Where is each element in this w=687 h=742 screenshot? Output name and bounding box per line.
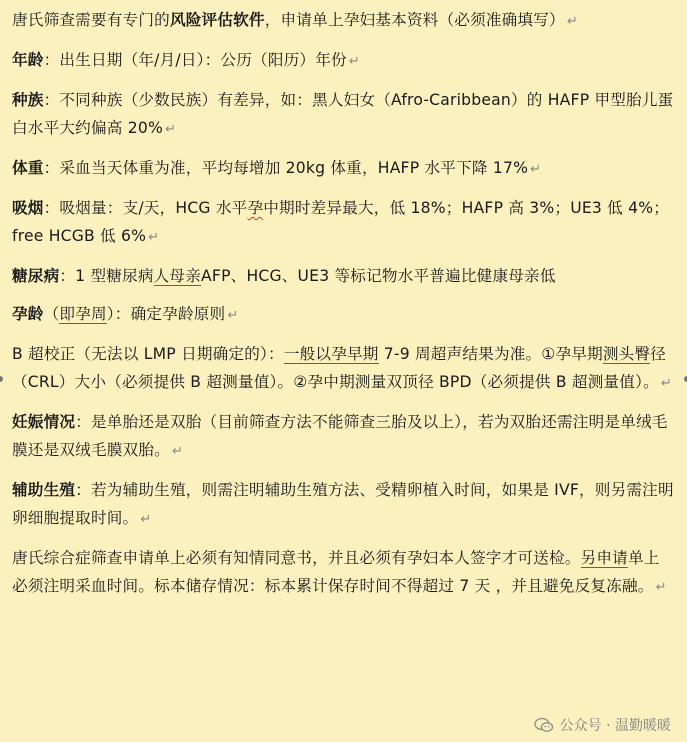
paragraph-ethnicity <box>12 86 674 144</box>
paragraph-intro <box>12 6 674 36</box>
text: ：出生日期（年/月/日）：公历（阳历）年份 <box>43 51 347 69</box>
paragraph-mark: ↵ <box>164 122 177 137</box>
text: ：不同种族（少数民族）有差异，如：黑人妇女（Afro-Caribbean）的 HAFP 甲型胎儿蛋白水平大约偏高 20% <box>12 91 674 137</box>
left-edge-handle <box>0 376 3 382</box>
text: ：1 型糖尿病 <box>59 267 154 285</box>
paragraph-assisted-reproduction <box>12 476 674 534</box>
paragraph-mark: ↵ <box>655 580 667 595</box>
grammar-underlined-text: 另申请 <box>580 549 628 567</box>
document-body <box>12 6 674 612</box>
text: ：若为辅助生殖，则需注明辅助生殖方法、受精卵植入时间，如果是 IVF，则另需注明卵细胞提取时间。 <box>12 481 674 527</box>
label-gestational-age: 孕龄 <box>12 305 44 323</box>
label-assisted-reproduction: 辅助生殖 <box>12 481 76 499</box>
grammar-underlined-text: 测头臀 <box>602 345 651 363</box>
paragraph-weight <box>12 154 674 184</box>
paragraph-smoking <box>12 194 674 252</box>
text: ）：确定孕龄原则 <box>106 305 226 323</box>
text: ：采血当天体重为准，平均每增加 20kg 体重，HAFP 水平下降 17% <box>43 159 529 177</box>
paragraph-mark: ↵ <box>348 54 360 69</box>
grammar-underlined-text: 即孕周 <box>59 305 107 323</box>
paragraph-mark: ↵ <box>227 308 239 323</box>
label-age: 年龄 <box>12 51 44 69</box>
grammar-underlined-text: 一般以孕早期 <box>283 345 379 363</box>
wechat-official-account-icon <box>534 717 554 733</box>
watermark <box>534 715 671 735</box>
label-diabetes: 糖尿病 <box>12 267 60 285</box>
paragraph-ultrasound <box>12 340 674 398</box>
paragraph-mark: ↵ <box>660 376 672 391</box>
text: 7-9 周超声结果为准。①孕早期 <box>378 345 603 363</box>
label-weight: 体重 <box>12 159 44 177</box>
text: 单上必须注明采血时间。标本储存情况：标本累计保存时间不得超过 7 天 ，并且避免反复冻融。 <box>12 549 660 595</box>
text: ：吸烟量：支/天，HCG 水平 <box>43 199 248 217</box>
paragraph-diabetes <box>12 262 674 290</box>
paragraph-mark: ↵ <box>566 14 578 29</box>
paragraph-consent <box>12 544 674 602</box>
paragraph-gestational-age <box>12 300 674 330</box>
text: 唐氏综合症筛查申请单上必须有知情同意书，并且必须有孕妇本人签字才可送检。 <box>12 549 581 567</box>
text: （ <box>43 305 60 323</box>
paragraph-mark: ↵ <box>148 230 160 245</box>
text: AFP、HCG、UE3 等标记物水平普遍比健康母亲低 <box>201 267 556 285</box>
paragraph-mark: ↵ <box>140 512 152 527</box>
spellcheck-underlined-text: 孕 <box>247 199 264 217</box>
watermark-text: 公众号 · 温勤暖暖 <box>559 718 671 734</box>
label-smoking: 吸烟 <box>12 199 44 217</box>
paragraph-age <box>12 46 674 76</box>
text-bold: 风险评估软件 <box>169 11 265 29</box>
paragraph-mark: ↵ <box>530 162 542 177</box>
text: 径（CRL）大小（必须提供 B 超测量值）。②孕中期测量双顶径 BPD（必须提供 B 超测量值）。 <box>12 345 667 391</box>
text: B 超校正（无法以 LMP 日期确定的）： <box>12 345 284 363</box>
label-pregnancy: 妊娠情况 <box>12 413 76 431</box>
text: 中期时差异最大，低 18%；HAFP 高 3%；UE3 低 4%；free HCGB 低 6% <box>12 199 670 245</box>
text: 唐氏筛查需要有专门的 <box>12 11 170 29</box>
paragraph-pregnancy <box>12 408 674 466</box>
grammar-underlined-text: 人母亲 <box>153 267 202 285</box>
paragraph-mark: ↵ <box>171 444 184 459</box>
text: ，申请单上孕妇基本资料（必须准确填写） <box>264 11 565 29</box>
text: ：是单胎还是双胎（目前筛查方法不能筛查三胎及以上），若为双胎还需注明是单绒毛膜还是双绒毛膜双胎。 <box>12 413 668 459</box>
label-ethnicity: 种族 <box>12 91 44 109</box>
